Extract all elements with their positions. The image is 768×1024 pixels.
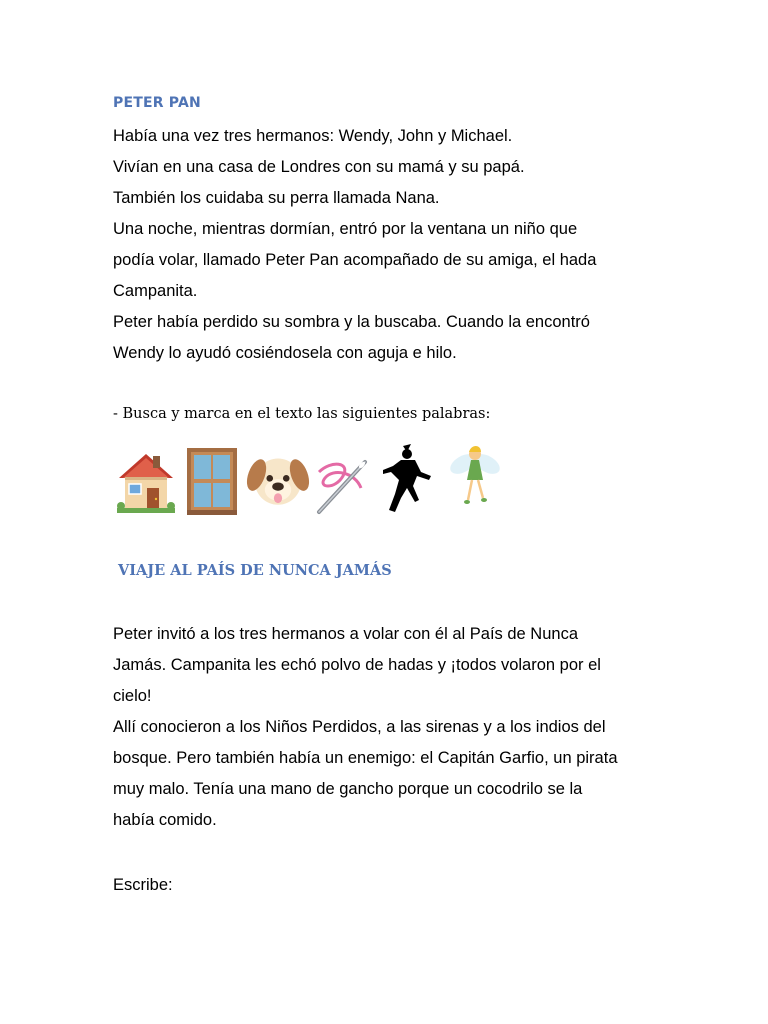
section-title-nunca-jamas: VIAJE AL PAÍS DE NUNCA JAMÁS: [118, 562, 392, 579]
house-icon: [113, 440, 179, 520]
story-line: Una noche, mientras dormían, entró por la ventana un niño que: [113, 220, 578, 238]
story-line: Peter había perdido su sombra y la buscaba. Cuando la encontró: [113, 313, 590, 331]
story-line: cielo!: [113, 687, 152, 705]
window-icon: [179, 440, 245, 520]
story-line: También los cuidaba su perra llamada Nana.: [113, 189, 440, 207]
story-line: Peter invitó a los tres hermanos a volar con él al País de Nunca: [113, 625, 578, 643]
story-line: podía volar, llamado Peter Pan acompañado de su amiga, el hada: [113, 251, 597, 269]
story-line: bosque. Pero también había un enemigo: el Capitán Garfio, un pirata: [113, 749, 618, 767]
story-paragraph-1: [113, 121, 673, 369]
story-line: Jamás. Campanita les echó polvo de hadas y ¡todos volaron por el: [113, 656, 601, 674]
section-title-peter-pan: PETER PAN: [113, 95, 201, 111]
story-line: Wendy lo ayudó cosiéndosela con aguja e hilo.: [113, 344, 457, 362]
story-line: Vivían en una casa de Londres con su mamá y su papá.: [113, 158, 525, 176]
escribe-prompt: Escribe:: [113, 876, 173, 894]
needle-thread-icon: [311, 440, 377, 520]
peter-shadow-icon: [377, 440, 443, 520]
word-icons-row: [113, 440, 509, 520]
dog-icon: [245, 440, 311, 520]
story-line: había comido.: [113, 811, 217, 829]
story-paragraph-2: [113, 619, 673, 836]
story-line: Campanita.: [113, 282, 198, 300]
story-line: Había una vez tres hermanos: Wendy, John y Michael.: [113, 127, 513, 145]
fairy-icon: [443, 440, 509, 520]
instruction-text: - Busca y marca en el texto las siguientes palabras:: [113, 406, 491, 422]
story-line: Allí conocieron a los Niños Perdidos, a las sirenas y a los indios del: [113, 718, 606, 736]
story-line: muy malo. Tenía una mano de gancho porque un cocodrilo se la: [113, 780, 583, 798]
